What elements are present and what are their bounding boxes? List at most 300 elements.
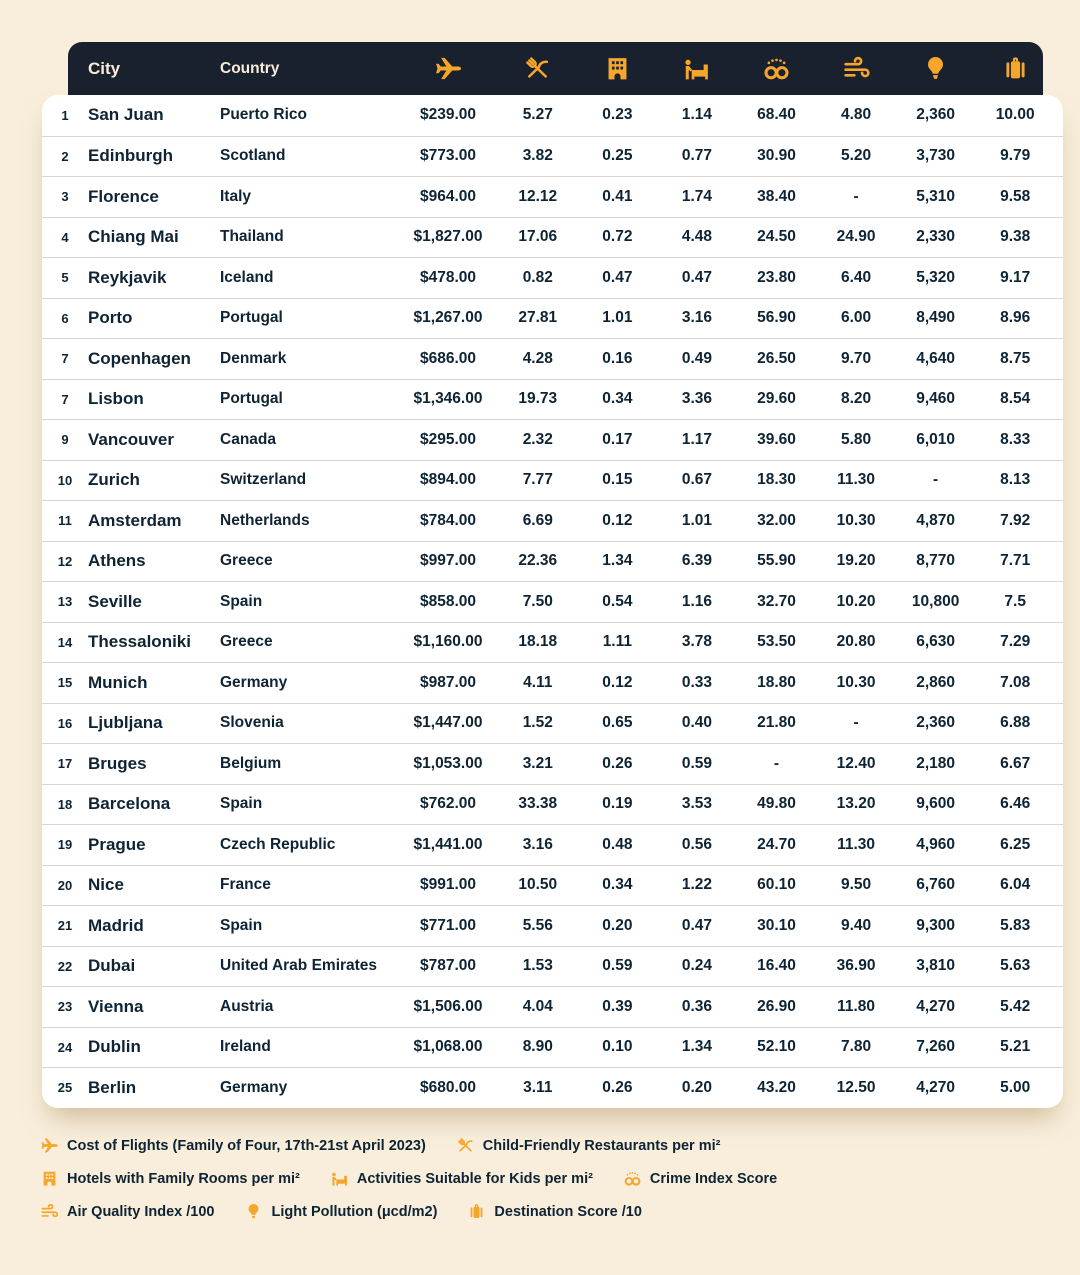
cell-city: Lisbon (88, 389, 144, 409)
cell-air: 11.80 (837, 997, 876, 1015)
cell-score: 6.46 (1000, 795, 1031, 813)
cell-city: Chiang Mai (88, 227, 179, 247)
cell-hotels: 0.72 (602, 228, 633, 246)
cell-rank: 3 (61, 189, 69, 205)
restaurants-icon (456, 1136, 475, 1155)
cell-city: Copenhagen (88, 348, 191, 368)
cell-score: 8.75 (1000, 349, 1031, 367)
cell-crime: 32.70 (757, 592, 796, 610)
cell-city: Athens (88, 551, 146, 571)
cell-air: 10.20 (836, 592, 876, 610)
cell-country: Spain (220, 795, 263, 813)
cell-air: 24.90 (836, 228, 876, 246)
cell-flights: $1,346.00 (413, 390, 483, 408)
legend-item (40, 1136, 426, 1155)
cell-activities: 0.24 (681, 957, 712, 975)
cell-light: 2,330 (916, 228, 956, 246)
cell-hotels: 0.47 (602, 268, 633, 286)
cell-flights: $295.00 (419, 430, 477, 448)
activities-icon (330, 1169, 349, 1188)
cell-score: 7.71 (1000, 552, 1031, 570)
cell-flights: $1,267.00 (413, 309, 483, 327)
cell-country: Spain (220, 592, 263, 610)
cell-air: 9.40 (840, 916, 872, 934)
legend-line (40, 1134, 807, 1157)
cell-city: Zurich (88, 470, 140, 490)
table-row (42, 622, 1063, 663)
table-row (42, 136, 1063, 177)
cell-rank: 6 (61, 310, 69, 326)
cell-score: 10.00 (995, 106, 1035, 124)
legend-line (40, 1167, 807, 1190)
cell-air: 36.90 (836, 957, 876, 975)
cell-activities: 0.56 (681, 835, 712, 853)
air-quality-icon (40, 1202, 59, 1221)
cell-country: Czech Republic (220, 835, 336, 853)
cell-restaurants: 1.53 (522, 957, 553, 975)
cell-activities: 0.49 (681, 349, 712, 367)
cell-restaurants: 4.28 (522, 349, 553, 367)
cell-activities: 1.01 (681, 511, 712, 529)
cell-air: 5.20 (840, 147, 872, 165)
cell-score: 6.25 (1000, 835, 1031, 853)
cell-hotels: 0.23 (602, 106, 633, 124)
cell-country: Portugal (220, 309, 283, 327)
cell-crime: - (773, 754, 780, 772)
cell-air: 6.40 (840, 268, 872, 286)
cell-activities: 0.36 (681, 997, 712, 1015)
cell-flights: $987.00 (419, 673, 477, 691)
cell-country: Thailand (220, 228, 284, 246)
table-header-row (42, 42, 1063, 95)
cell-city: Edinburgh (88, 146, 173, 166)
cell-hotels: 0.10 (602, 1038, 633, 1056)
cell-crime: 26.90 (757, 997, 796, 1015)
cell-light: 3,730 (916, 147, 956, 165)
destination-icon (975, 54, 1055, 83)
table-card (42, 95, 1063, 1108)
cell-flights: $239.00 (419, 106, 477, 124)
cell-rank: 25 (57, 1080, 73, 1096)
cell-city: Reykjavik (88, 267, 167, 287)
cell-crime: 16.40 (757, 957, 796, 975)
cell-city: Nice (88, 875, 124, 895)
cell-crime: 53.50 (757, 633, 796, 651)
table-row (42, 784, 1063, 825)
cell-flights: $964.00 (419, 187, 477, 205)
cell-restaurants: 7.50 (522, 592, 553, 610)
cell-restaurants: 5.27 (522, 106, 553, 124)
cell-restaurants: 4.11 (523, 673, 553, 691)
cell-restaurants: 18.18 (518, 633, 558, 651)
cell-rank: 15 (57, 675, 73, 691)
table-row (42, 257, 1063, 298)
legend-item (40, 1169, 300, 1188)
cell-city: Madrid (88, 915, 144, 935)
cell-activities: 3.16 (681, 309, 712, 327)
cell-restaurants: 12.12 (518, 187, 558, 205)
cell-country: Greece (220, 552, 273, 570)
legend-label: Child-Friendly Restaurants per mi² (482, 1137, 721, 1154)
cell-flights: $1,160.00 (413, 633, 483, 651)
table-row (42, 338, 1063, 379)
cell-light: 4,270 (916, 1078, 956, 1096)
cell-crime: 32.00 (757, 511, 796, 529)
cell-city: Vienna (88, 996, 144, 1016)
cell-flights: $991.00 (419, 876, 477, 894)
cell-flights: $478.00 (419, 268, 477, 286)
cell-restaurants: 6.69 (522, 511, 553, 529)
legend-label: Hotels with Family Rooms per mi² (67, 1170, 300, 1187)
cell-crime: 38.40 (757, 187, 796, 205)
cell-rank: 22 (57, 958, 73, 974)
cell-flights: $1,441.00 (413, 835, 483, 853)
cell-restaurants: 10.50 (518, 876, 558, 894)
cell-country: Denmark (220, 349, 287, 367)
cell-restaurants: 3.16 (522, 835, 553, 853)
cell-city: Barcelona (88, 794, 171, 814)
table-row (42, 743, 1063, 784)
cell-activities: 3.36 (681, 390, 712, 408)
cell-air: 10.30 (836, 673, 876, 691)
cell-hotels: 0.41 (602, 187, 633, 205)
cell-hotels: 0.48 (602, 835, 633, 853)
cell-flights: $1,827.00 (413, 228, 483, 246)
table-row (42, 905, 1063, 946)
cell-crime: 60.10 (757, 876, 796, 894)
cell-restaurants: 5.56 (522, 916, 553, 934)
table-row (42, 824, 1063, 865)
cell-rank: 9 (61, 432, 69, 448)
cell-light: 4,870 (916, 511, 956, 529)
cell-hotels: 0.59 (602, 957, 633, 975)
restaurants-icon (498, 54, 578, 83)
cell-city: Prague (88, 834, 146, 854)
cell-city: Dublin (88, 1037, 141, 1057)
cell-light: 9,460 (916, 390, 956, 408)
cell-score: 9.58 (1000, 187, 1031, 205)
cell-hotels: 0.39 (602, 997, 633, 1015)
cell-country: Portugal (220, 390, 283, 408)
cell-air: 7.80 (840, 1038, 872, 1056)
table-row (42, 217, 1063, 258)
cell-air: 11.30 (837, 835, 876, 853)
cell-restaurants: 1.52 (522, 714, 553, 732)
cell-light: 5,310 (916, 187, 956, 205)
cell-rank: 23 (57, 999, 73, 1015)
hotels-icon (40, 1169, 59, 1188)
table-row (42, 581, 1063, 622)
cell-rank: 1 (61, 107, 69, 123)
table-header (68, 42, 1043, 95)
legend-item (330, 1169, 593, 1188)
cell-rank: 10 (57, 472, 73, 488)
cell-city: Thessaloniki (88, 632, 191, 652)
cell-hotels: 0.25 (602, 147, 633, 165)
cell-crime: 29.60 (757, 390, 796, 408)
cell-city: Florence (88, 186, 159, 206)
cell-score: 7.92 (1000, 511, 1031, 529)
cell-rank: 5 (61, 270, 69, 286)
cell-country: Switzerland (220, 471, 307, 489)
legend-label: Crime Index Score (649, 1170, 778, 1187)
cell-crime: 43.20 (757, 1078, 796, 1096)
cell-rank: 13 (57, 594, 73, 610)
cell-flights: $858.00 (419, 592, 477, 610)
cell-rank: 7 (61, 391, 69, 407)
cell-restaurants: 7.77 (522, 471, 553, 489)
cell-score: 8.13 (1000, 471, 1031, 489)
cell-score: 5.63 (1000, 957, 1031, 975)
cell-score: 7.5 (1004, 592, 1026, 610)
cell-rank: 18 (57, 796, 73, 812)
cell-city: Amsterdam (88, 510, 182, 530)
cell-light: 7,260 (916, 1038, 956, 1056)
cell-rank: 17 (57, 756, 73, 772)
cell-crime: 49.80 (757, 795, 796, 813)
cell-crime: 23.80 (757, 268, 796, 286)
flights-icon (398, 54, 498, 83)
cell-city: Porto (88, 308, 133, 328)
hotels-icon (578, 54, 658, 83)
cell-light: 6,630 (916, 633, 956, 651)
cell-flights: $1,068.00 (413, 1038, 483, 1056)
cell-light: 8,490 (916, 309, 956, 327)
cell-country: France (220, 876, 271, 894)
cell-air: - (853, 714, 859, 732)
cell-hotels: 0.34 (602, 390, 633, 408)
cell-air: 12.40 (836, 754, 876, 772)
cell-hotels: 0.54 (602, 592, 633, 610)
cell-crime: 21.80 (757, 714, 796, 732)
legend-item (623, 1169, 777, 1188)
table-row (42, 946, 1063, 987)
cell-score: 5.83 (1000, 916, 1031, 934)
cell-restaurants: 33.38 (518, 795, 558, 813)
cell-air: 8.20 (840, 390, 872, 408)
table-row (42, 1067, 1063, 1108)
cell-country: Iceland (220, 268, 274, 286)
cell-score: 6.04 (1000, 876, 1031, 894)
cell-activities: 0.20 (681, 1078, 712, 1096)
cell-light: 4,640 (916, 349, 956, 367)
cell-air: 11.30 (837, 471, 876, 489)
cell-flights: $787.00 (419, 957, 477, 975)
cell-light: 9,300 (916, 916, 956, 934)
cell-restaurants: 2.32 (522, 430, 553, 448)
cell-flights: $773.00 (419, 147, 477, 165)
cell-air: 9.50 (840, 876, 872, 894)
cell-city: Ljubljana (88, 713, 163, 733)
cell-activities: 1.14 (681, 106, 712, 124)
legend-label: Destination Score /10 (494, 1203, 642, 1220)
cell-country: Ireland (220, 1038, 271, 1056)
cell-activities: 0.47 (681, 916, 712, 934)
cell-activities: 0.59 (681, 754, 712, 772)
table-row (42, 419, 1063, 460)
cell-activities: 1.74 (681, 187, 712, 205)
cell-country: Belgium (220, 754, 282, 772)
cell-hotels: 0.19 (602, 795, 633, 813)
cell-rank: 12 (57, 553, 73, 569)
cell-score: 8.96 (1000, 309, 1031, 327)
cell-rank: 20 (57, 877, 73, 893)
cell-crime: 18.80 (757, 673, 796, 691)
cell-city: Seville (88, 591, 142, 611)
cell-activities: 3.53 (681, 795, 712, 813)
cell-crime: 24.50 (757, 228, 796, 246)
cell-flights: $771.00 (419, 916, 477, 934)
cell-activities: 0.33 (681, 673, 712, 691)
cell-light: 2,360 (916, 106, 956, 124)
cell-restaurants: 27.81 (518, 309, 558, 327)
cell-rank: 16 (57, 715, 73, 731)
cell-flights: $686.00 (419, 349, 477, 367)
cell-light: 8,770 (916, 552, 956, 570)
cell-country: Germany (220, 673, 288, 691)
cell-crime: 18.30 (757, 471, 796, 489)
cell-light: 3,810 (916, 957, 956, 975)
cell-score: 5.00 (1000, 1078, 1031, 1096)
cell-flights: $1,506.00 (413, 997, 483, 1015)
cell-country: Greece (220, 633, 273, 651)
cell-score: 5.21 (1000, 1038, 1031, 1056)
cell-crime: 30.10 (757, 916, 796, 934)
cell-rank: 2 (61, 148, 69, 164)
cell-air: 6.00 (840, 309, 872, 327)
column-header-city: City (88, 58, 121, 78)
cell-country: Netherlands (220, 511, 310, 529)
cell-score: 8.33 (1000, 430, 1031, 448)
crime-icon (737, 54, 817, 83)
cell-country: Italy (220, 187, 252, 205)
cell-air: 4.80 (840, 106, 872, 124)
table-row (42, 95, 1063, 136)
cell-hotels: 0.65 (602, 714, 633, 732)
legend-item (40, 1202, 214, 1221)
cell-activities: 0.67 (681, 471, 712, 489)
legend-label: Light Pollution (μcd/m2) (271, 1203, 438, 1220)
table-row (42, 298, 1063, 339)
cell-air: 12.50 (836, 1078, 876, 1096)
cell-light: 2,860 (916, 673, 956, 691)
cell-flights: $680.00 (419, 1078, 477, 1096)
cell-hotels: 0.17 (602, 430, 633, 448)
cell-rank: 14 (57, 634, 73, 650)
cell-restaurants: 17.06 (518, 228, 558, 246)
cell-activities: 1.22 (681, 876, 712, 894)
crime-icon (623, 1169, 642, 1188)
cell-rank: 7 (61, 351, 69, 367)
table-row (42, 662, 1063, 703)
cell-hotels: 0.12 (602, 511, 633, 529)
cell-activities: 4.48 (681, 228, 712, 246)
cell-score: 9.38 (1000, 228, 1031, 246)
cell-activities: 1.17 (681, 430, 712, 448)
cell-flights: $894.00 (419, 471, 477, 489)
cell-air: 13.20 (836, 795, 876, 813)
cell-country: Puerto Rico (220, 106, 307, 124)
cell-activities: 1.34 (681, 1038, 712, 1056)
cell-light: 10,800 (911, 592, 960, 610)
ranking-table (42, 42, 1063, 1108)
cell-activities: 0.40 (681, 714, 712, 732)
cell-restaurants: 19.73 (518, 390, 558, 408)
cell-restaurants: 8.90 (522, 1038, 553, 1056)
cell-activities: 0.47 (681, 268, 712, 286)
legend-line (40, 1200, 807, 1223)
cell-restaurants: 4.04 (522, 997, 553, 1015)
cell-crime: 39.60 (757, 430, 796, 448)
cell-score: 7.08 (1000, 673, 1031, 691)
cell-score: 6.88 (1000, 714, 1031, 732)
table-row (42, 176, 1063, 217)
cell-country: Scotland (220, 147, 286, 165)
cell-score: 8.54 (1000, 390, 1031, 408)
cell-air: 19.20 (836, 552, 876, 570)
cell-light: - (933, 471, 939, 489)
cell-rank: 11 (58, 513, 72, 529)
table-row (42, 1027, 1063, 1068)
cell-country: Spain (220, 916, 263, 934)
air-quality-icon (816, 54, 896, 83)
cell-country: Canada (220, 430, 276, 448)
table-row (42, 703, 1063, 744)
cell-crime: 68.40 (757, 106, 796, 124)
cell-hotels: 0.16 (602, 349, 633, 367)
cell-crime: 56.90 (757, 309, 796, 327)
cell-air: 20.80 (836, 633, 876, 651)
legend-label: Activities Suitable for Kids per mi² (356, 1170, 593, 1187)
cell-light: 6,010 (916, 430, 956, 448)
cell-flights: $784.00 (419, 511, 477, 529)
cell-crime: 52.10 (757, 1038, 796, 1056)
table-row (42, 865, 1063, 906)
cell-country: United Arab Emirates (220, 957, 378, 975)
cell-hotels: 0.34 (602, 876, 633, 894)
cell-activities: 6.39 (681, 552, 712, 570)
flights-icon (40, 1136, 59, 1155)
table-row (42, 460, 1063, 501)
legend-item (456, 1136, 721, 1155)
cell-score: 7.29 (1000, 633, 1031, 651)
cell-hotels: 0.20 (602, 916, 633, 934)
cell-restaurants: 0.82 (522, 268, 553, 286)
cell-score: 9.17 (1000, 268, 1031, 286)
cell-light: 6,760 (916, 876, 956, 894)
cell-country: Germany (220, 1078, 288, 1096)
light-pollution-icon (896, 54, 976, 83)
cell-rank: 21 (57, 918, 73, 934)
column-header-country: Country (220, 59, 280, 77)
cell-city: Vancouver (88, 429, 174, 449)
cell-score: 9.79 (1000, 147, 1031, 165)
cell-light: 2,360 (916, 714, 956, 732)
cell-flights: $1,053.00 (413, 754, 483, 772)
cell-light: 4,960 (916, 835, 956, 853)
cell-city: San Juan (88, 105, 164, 125)
cell-hotels: 0.12 (602, 673, 633, 691)
activities-icon (657, 54, 737, 83)
cell-city: Munich (88, 672, 148, 692)
cell-crime: 24.70 (757, 835, 796, 853)
cell-country: Slovenia (220, 714, 284, 732)
destination-icon (467, 1202, 486, 1221)
cell-rank: 19 (57, 837, 73, 853)
cell-rank: 4 (61, 229, 69, 245)
cell-light: 4,270 (916, 997, 956, 1015)
cell-crime: 26.50 (757, 349, 796, 367)
